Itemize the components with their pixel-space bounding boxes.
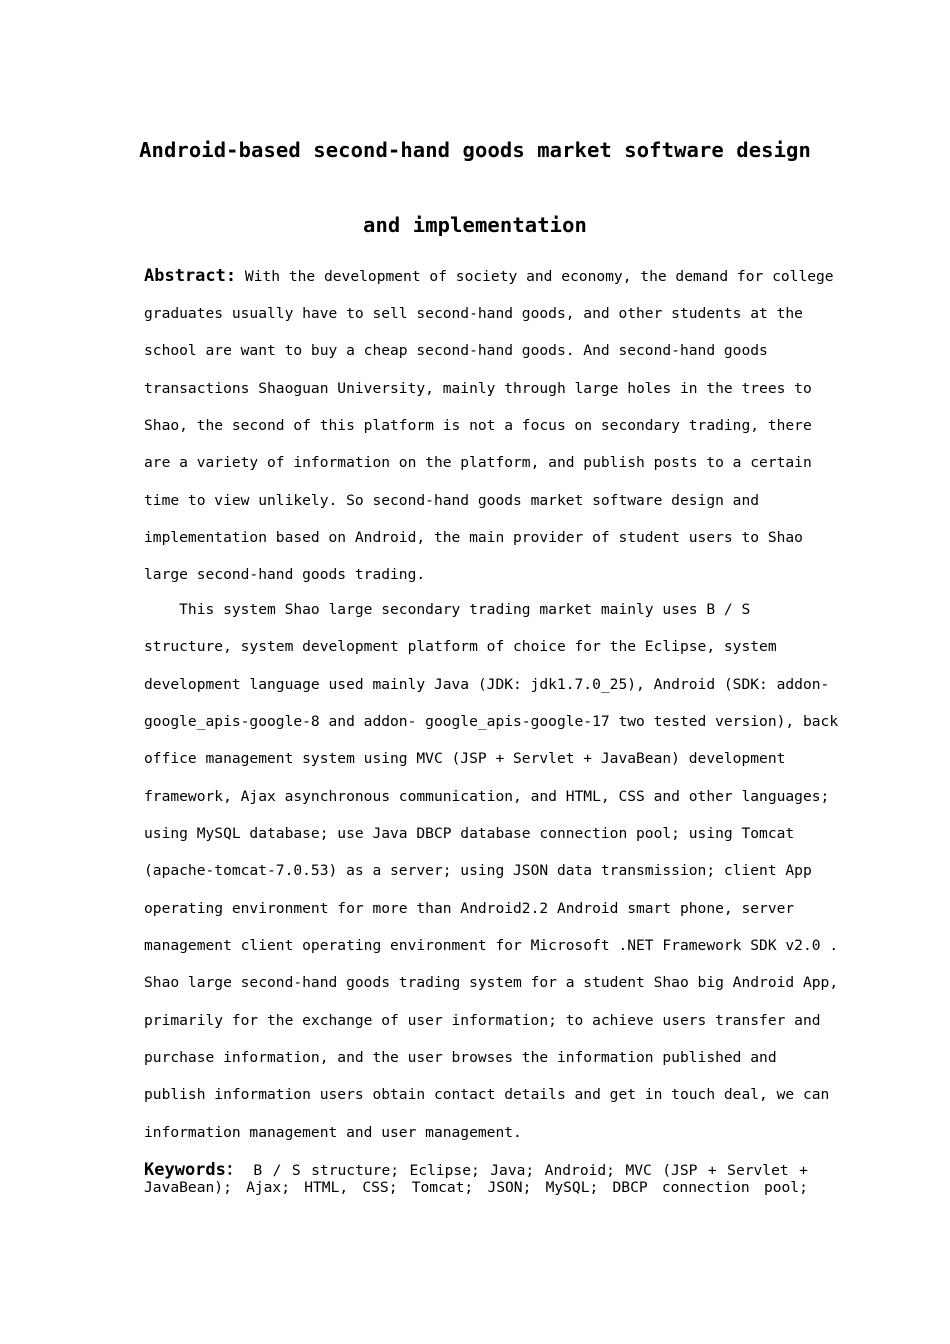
keywords-line-1: [144, 1155, 808, 1179]
paper-title-line-1: Android-based second-hand goods market software design: [139, 138, 811, 162]
paragraph-line: google_apis-google-8 and addon- google_apis-google-17 two tested version), back: [144, 713, 839, 730]
abstract-line: [144, 266, 834, 286]
paragraph-line: primarily for the exchange of user information; to achieve users transfer and: [144, 1012, 821, 1029]
paragraph-line: information management and user management.: [144, 1124, 522, 1141]
keyword: Android;: [544, 1162, 615, 1179]
paragraph-line: using MySQL database; use Java DBCP database connection pool; using Tomcat: [144, 825, 795, 842]
keyword: structure;: [311, 1162, 400, 1179]
keyword: CSS;: [362, 1179, 398, 1196]
keywords-line-2: [144, 1179, 808, 1203]
abstract-text: With the development of society and economy, the demand for college: [236, 268, 834, 285]
keyword: DBCP: [612, 1179, 648, 1196]
keyword: pool;: [763, 1179, 808, 1196]
paragraph-line: publish information users obtain contact details and get in touch deal, we can: [144, 1086, 830, 1103]
keyword: JSON;: [487, 1179, 532, 1196]
keyword: S: [291, 1162, 301, 1179]
keyword: +: [799, 1162, 808, 1179]
keyword: Tomcat;: [411, 1179, 474, 1196]
keyword: Java;: [490, 1162, 535, 1179]
keyword: connection: [661, 1179, 750, 1196]
abstract-line: transactions Shaoguan University, mainly through large holes in the trees to: [144, 380, 812, 397]
abstract-label: Abstract:: [144, 266, 237, 286]
keyword: HTML,: [304, 1179, 349, 1196]
abstract-line: Shao, the second of this platform is not a focus on secondary trading, there: [144, 417, 812, 434]
paragraph-line: management client operating environment for Microsoft .NET Framework SDK v2.0 .: [144, 937, 839, 954]
keyword: Ajax;: [246, 1179, 291, 1196]
keyword: Servlet: [727, 1162, 789, 1179]
paragraph-line: Shao large second-hand goods trading system for a student Shao big Android App,: [144, 974, 839, 991]
keyword: /: [272, 1162, 282, 1179]
keyword: MySQL;: [545, 1179, 599, 1196]
paragraph-line: development language used mainly Java (JDK: jdk1.7.0_25), Android (SDK: addon-: [144, 676, 830, 693]
keyword: JavaBean);: [144, 1179, 232, 1196]
keyword: Eclipse;: [409, 1162, 480, 1179]
paragraph-line: office management system using MVC (JSP + Servlet + JavaBean) development: [144, 750, 786, 767]
paragraph-line: purchase information, and the user browses the information published and: [144, 1049, 777, 1066]
keywords-label: Keywords：: [144, 1160, 243, 1180]
abstract-line: implementation based on Android, the main provider of student users to Shao: [144, 529, 803, 546]
keyword: (JSP: [662, 1162, 698, 1179]
paragraph-line: operating environment for more than Android2.2 Android smart phone, server: [144, 900, 795, 917]
keyword: B: [253, 1162, 263, 1179]
paragraph-line: framework, Ajax asynchronous communication, and HTML, CSS and other languages;: [144, 788, 830, 805]
keyword: +: [707, 1162, 717, 1179]
keywords-section: [144, 1155, 808, 1203]
paragraph-line: structure, system development platform of choice for the Eclipse, system: [144, 638, 777, 655]
keyword: MVC: [625, 1162, 652, 1179]
paragraph-line: This system Shao large secondary trading market mainly uses B / S: [144, 601, 751, 618]
abstract-line: large second-hand goods trading.: [144, 566, 426, 583]
abstract-line: school are want to buy a cheap second-hand goods. And second-hand goods: [144, 342, 768, 359]
abstract-line: graduates usually have to sell second-hand goods, and other students at the: [144, 305, 803, 322]
abstract-line: are a variety of information on the platform, and publish posts to a certain: [144, 454, 812, 471]
paper-title-line-2: and implementation: [363, 213, 587, 237]
paragraph-line: (apache-tomcat-7.0.53) as a server; using JSON data transmission; client App: [144, 862, 812, 879]
abstract-line: time to view unlikely. So second-hand goods market software design and: [144, 492, 760, 509]
